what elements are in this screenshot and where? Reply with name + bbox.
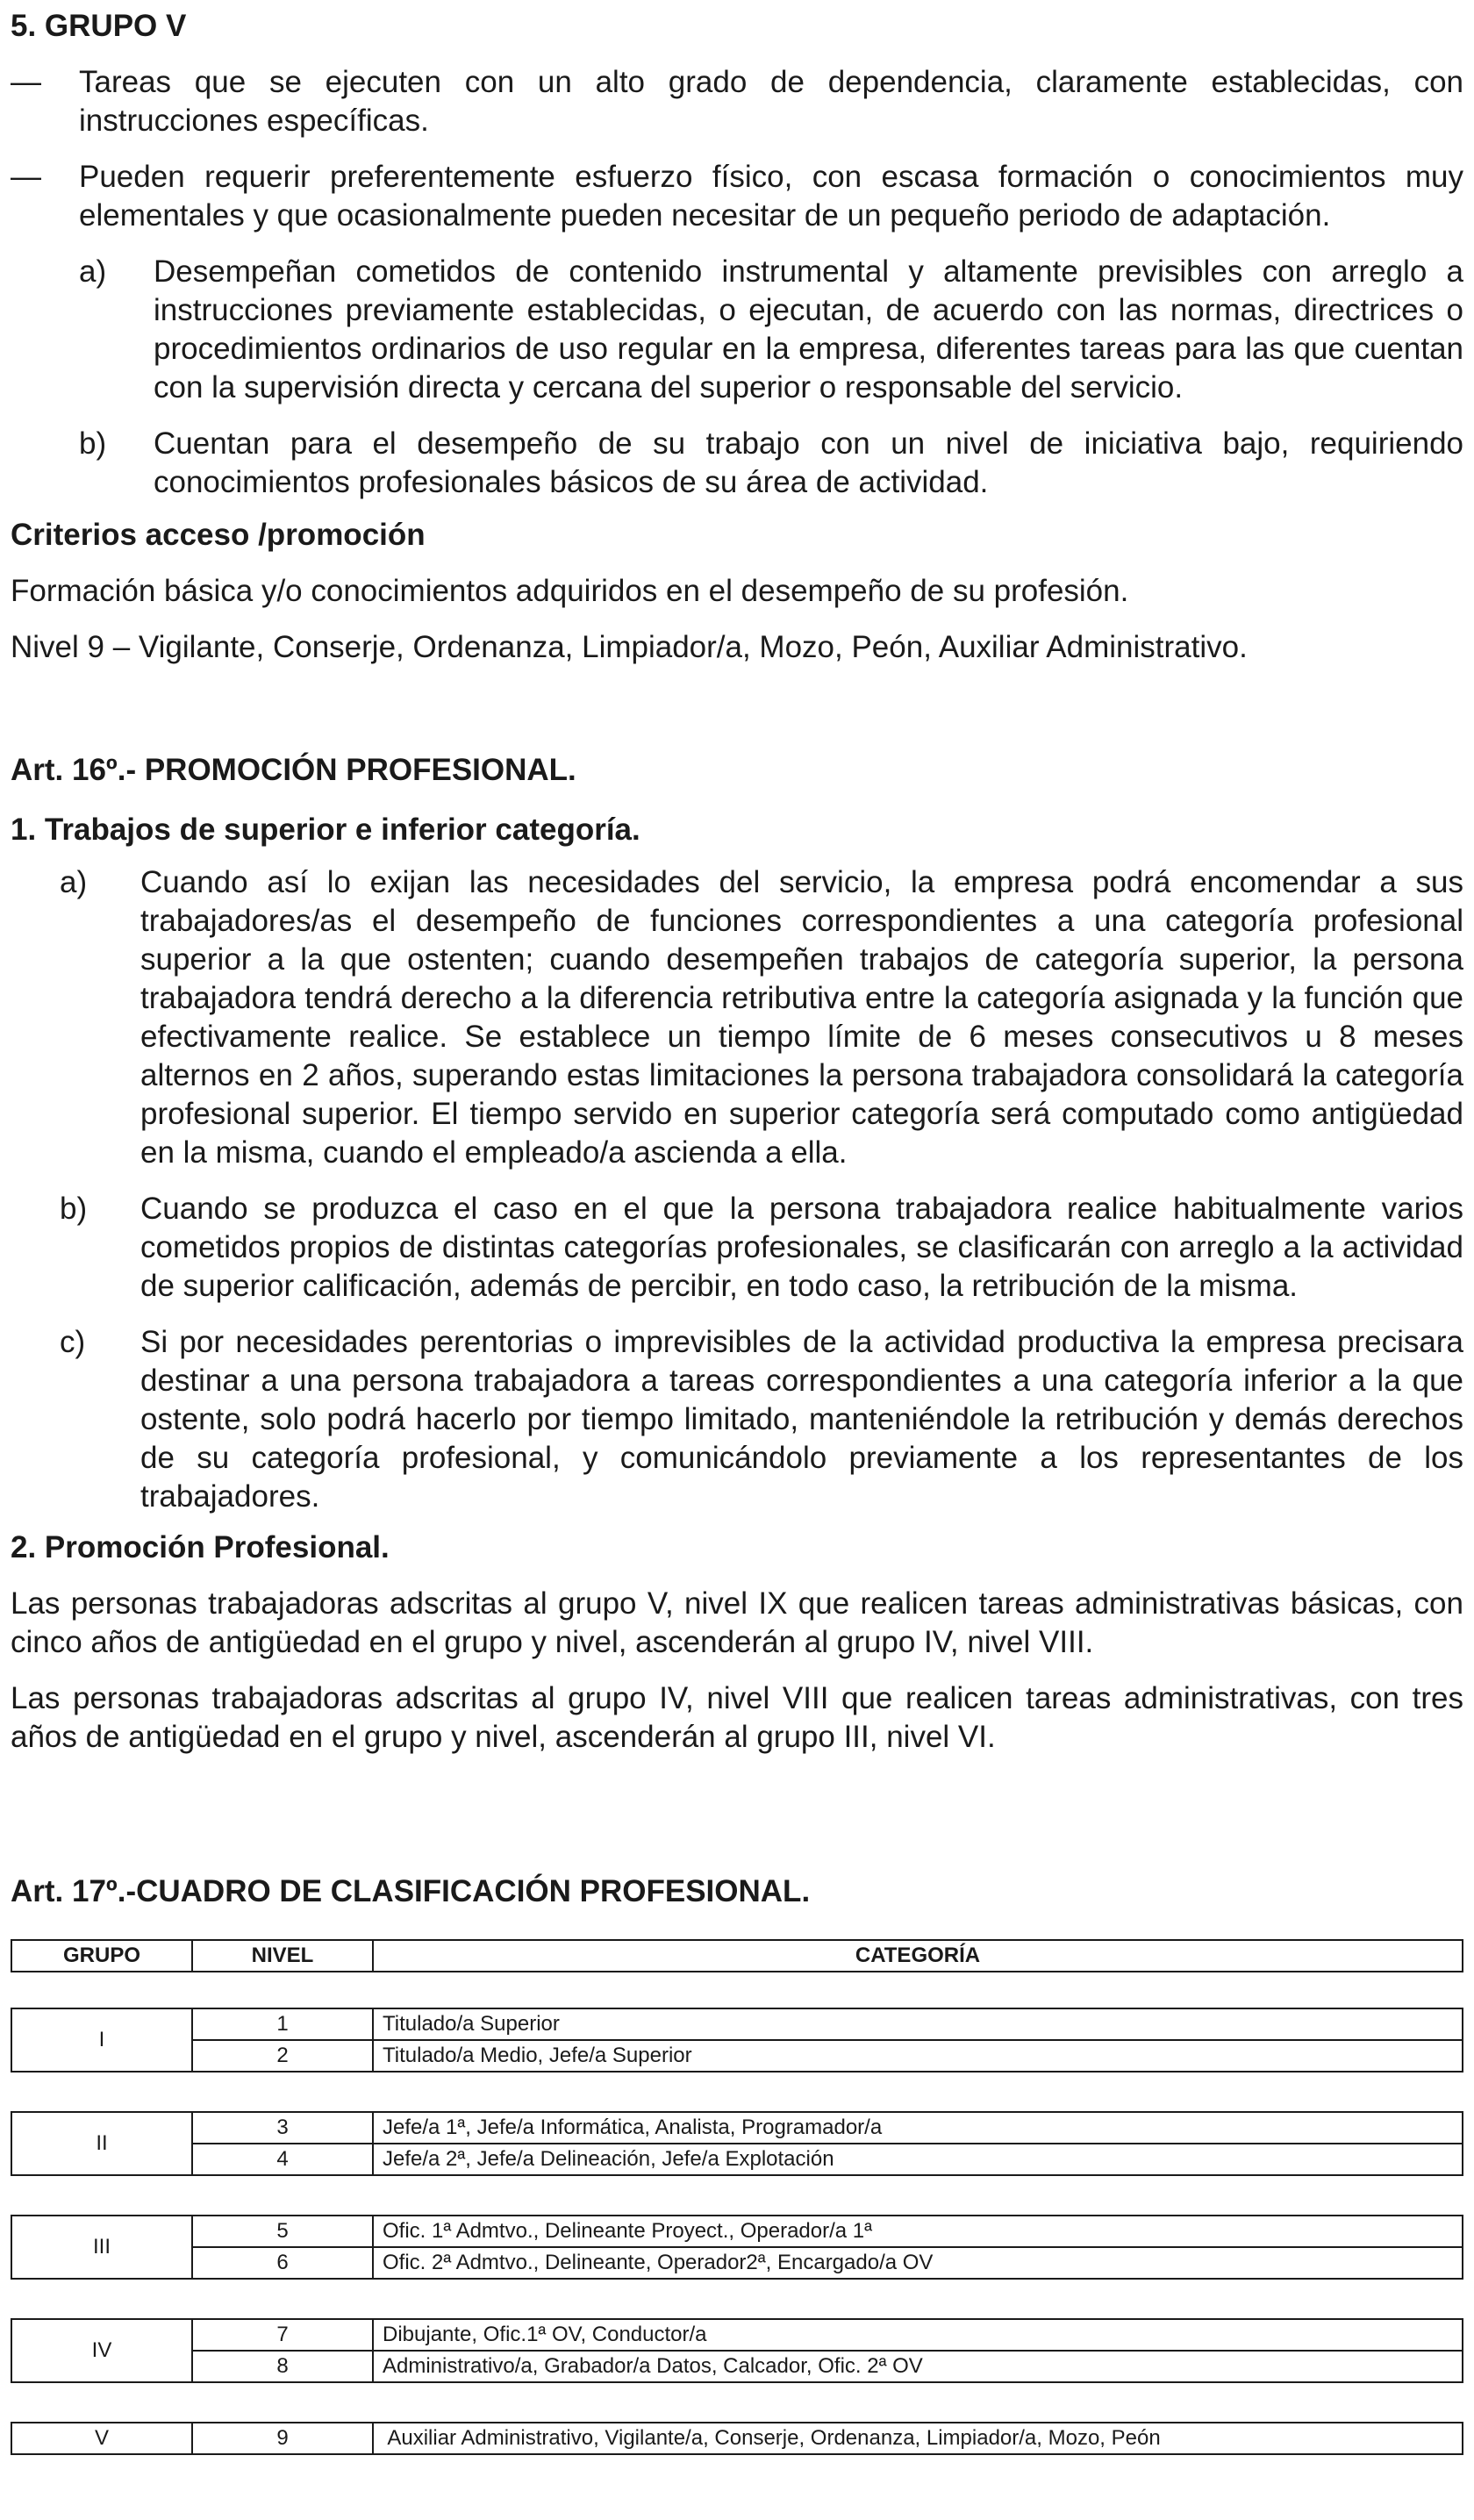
dash-item — [11, 63, 1463, 140]
table-row — [11, 2008, 1463, 2040]
table-header-row — [11, 1940, 1463, 1972]
group-table-i — [11, 2008, 1463, 2073]
letter-item — [11, 425, 1463, 502]
dash-mark: — — [11, 160, 41, 194]
nivel-cell: 7 — [192, 2319, 373, 2351]
nivel-cell: 2 — [192, 2040, 373, 2072]
grupo-cell: V — [11, 2423, 192, 2454]
dash-mark: — — [11, 65, 41, 99]
art16-sub2-title: 2. Promoción Profesional. — [11, 1530, 390, 1564]
art16-title: Art. 16º.- PROMOCIÓN PROFESIONAL. — [11, 753, 576, 787]
dash-item — [11, 158, 1463, 235]
group-table-iii — [11, 2215, 1463, 2280]
letter-item — [11, 863, 1463, 1172]
art16-section — [11, 751, 1463, 1757]
header-nivel: NIVEL — [192, 1940, 373, 1972]
categoria-cell: Jefe/a 1ª, Jefe/a Informática, Analista, Programador/a — [373, 2112, 1463, 2144]
grupo-cell: II — [11, 2112, 192, 2175]
criterios-title: Criterios acceso /promoción — [11, 518, 426, 552]
letter-item-text: Cuando así lo exijan las necesidades del servicio, la empresa podrá encomendar a sus trabajadores/as el desempeño de funciones correspondientes a una categoría profesional superior a la que ostenten; cuando desempeñen trabajos de categoría superior, la persona trabajadora tendrá derecho a la diferencia retributiva entre la categoría asignada y la función que efectivamente realice. Se establece un tiempo límite de 6 meses consecutivos u 8 meses alternos en 2 años, superando estas limitaciones la persona trabajadora consolidará la categoría profesional superior. El tiempo servido en superior categoría será computado como antigüedad en la misma, cuando el empleado/a ascienda a ella. — [140, 865, 1463, 1170]
letter-item — [11, 1323, 1463, 1516]
categoria-cell: Ofic. 2ª Admtvo., Delineante, Operador2ª, Encargado/a OV — [373, 2247, 1463, 2279]
grupo-cell: IV — [11, 2319, 192, 2382]
promocion-paragraph: Las personas trabajadoras adscritas al grupo IV, nivel VIII que realicen tareas administrativas, con tres años de antigüedad en el grupo y nivel, ascenderán al grupo III, nivel VI. — [11, 1681, 1463, 1754]
letter-mark: b) — [60, 1192, 88, 1226]
promocion-paragraph: Las personas trabajadoras adscritas al grupo V, nivel IX que realicen tareas administrativas básicas, con cinco años de antigüedad en el grupo y nivel, ascenderán al grupo IV, nivel VIII. — [11, 1586, 1463, 1659]
letter-item-text: Desempeñan cometidos de contenido instrumental y altamente previsibles con arreglo a instrucciones previamente establecidas, o ejecutan, de acuerdo con las normas, directrices o procedimientos ordinarios de uso regular en la empresa, diferentes tareas para las que cuentan con la supervisión directa y cercana del superior o responsable del servicio. — [154, 254, 1463, 404]
letter-mark: a) — [79, 254, 107, 289]
group-table-ii — [11, 2111, 1463, 2176]
criterios-text: Formación básica y/o conocimientos adquiridos en el desempeño de su profesión. — [11, 574, 1129, 608]
table-row — [11, 2351, 1463, 2382]
grupo-cell: III — [11, 2216, 192, 2279]
dash-item-text: Tareas que se ejecuten con un alto grado de dependencia, claramente establecidas, con instrucciones específicas. — [79, 65, 1463, 138]
nivel-cell: 1 — [192, 2008, 373, 2040]
table-row — [11, 2144, 1463, 2175]
categoria-cell: Dibujante, Ofic.1ª OV, Conductor/a — [373, 2319, 1463, 2351]
group-table-v — [11, 2422, 1463, 2455]
categoria-cell: Titulado/a Medio, Jefe/a Superior — [373, 2040, 1463, 2072]
art17-title: Art. 17º.-CUADRO DE CLASIFICACIÓN PROFESIONAL. — [11, 1874, 811, 1908]
categoria-cell: Titulado/a Superior — [373, 2008, 1463, 2040]
header-grupo: GRUPO — [11, 1940, 192, 1972]
table-row — [11, 2319, 1463, 2351]
nivel-cell: 9 — [192, 2423, 373, 2454]
letter-mark: c) — [60, 1325, 86, 1359]
table-row — [11, 2423, 1463, 2454]
nivel-cell: 4 — [192, 2144, 373, 2175]
table-row — [11, 2247, 1463, 2279]
grupo-cell: I — [11, 2008, 192, 2072]
nivel-cell: 6 — [192, 2247, 373, 2279]
letter-item-text: Cuando se produzca el caso en el que la persona trabajadora realice habitualmente varios cometidos propios de distintas categorías profesionales, se clasificarán con arreglo a la actividad de superior calificación, además de percibir, en todo caso, la retribución de la misma. — [140, 1192, 1463, 1303]
header-categoria: CATEGORÍA — [373, 1940, 1463, 1972]
letter-item — [11, 253, 1463, 407]
categoria-cell: Auxiliar Administrativo, Vigilante/a, Conserje, Ordenanza, Limpiador/a, Mozo, Peón — [373, 2423, 1463, 2454]
nivel-cell: 3 — [192, 2112, 373, 2144]
categoria-cell: Ofic. 1ª Admtvo., Delineante Proyect., Operador/a 1ª — [373, 2216, 1463, 2247]
letter-item-text: Cuentan para el desempeño de su trabajo con un nivel de iniciativa bajo, requiriendo conocimientos profesionales básicos de su área de actividad. — [154, 426, 1463, 499]
group-table-iv — [11, 2318, 1463, 2383]
header-table — [11, 1939, 1463, 1972]
categoria-cell: Administrativo/a, Grabador/a Datos, Calcador, Ofic. 2ª OV — [373, 2351, 1463, 2382]
letter-item — [11, 1190, 1463, 1306]
letter-item-text: Si por necesidades perentorias o imprevisibles de la actividad productiva la empresa precisara destinar a una persona trabajadora a tareas correspondientes a una categoría inferior a la que ostente, solo podrá hacerlo por tiempo limitado, manteniéndole la retribución y demás derechos de su categoría profesional, y comunicándolo previamente a los representantes de los trabajadores. — [140, 1325, 1463, 1514]
letter-mark: a) — [60, 865, 88, 899]
nivel-text: Nivel 9 – Vigilante, Conserje, Ordenanza, Limpiador/a, Mozo, Peón, Auxiliar Administrativo. — [11, 630, 1248, 664]
letter-mark: b) — [79, 426, 107, 461]
nivel-cell: 8 — [192, 2351, 373, 2382]
nivel-cell: 5 — [192, 2216, 373, 2247]
grupo-v-section — [11, 7, 1463, 667]
art16-sub1-title: 1. Trabajos de superior e inferior categoría. — [11, 813, 640, 847]
grupo-v-title: 5. GRUPO V — [11, 9, 187, 43]
table-row — [11, 2112, 1463, 2144]
categoria-cell: Jefe/a 2ª, Jefe/a Delineación, Jefe/a Explotación — [373, 2144, 1463, 2175]
dash-item-text: Pueden requerir preferentemente esfuerzo físico, con escasa formación o conocimientos muy elementales y que ocasionalmente pueden necesitar de un pequeño periodo de adaptación. — [79, 160, 1463, 233]
table-row — [11, 2216, 1463, 2247]
table-row — [11, 2040, 1463, 2072]
